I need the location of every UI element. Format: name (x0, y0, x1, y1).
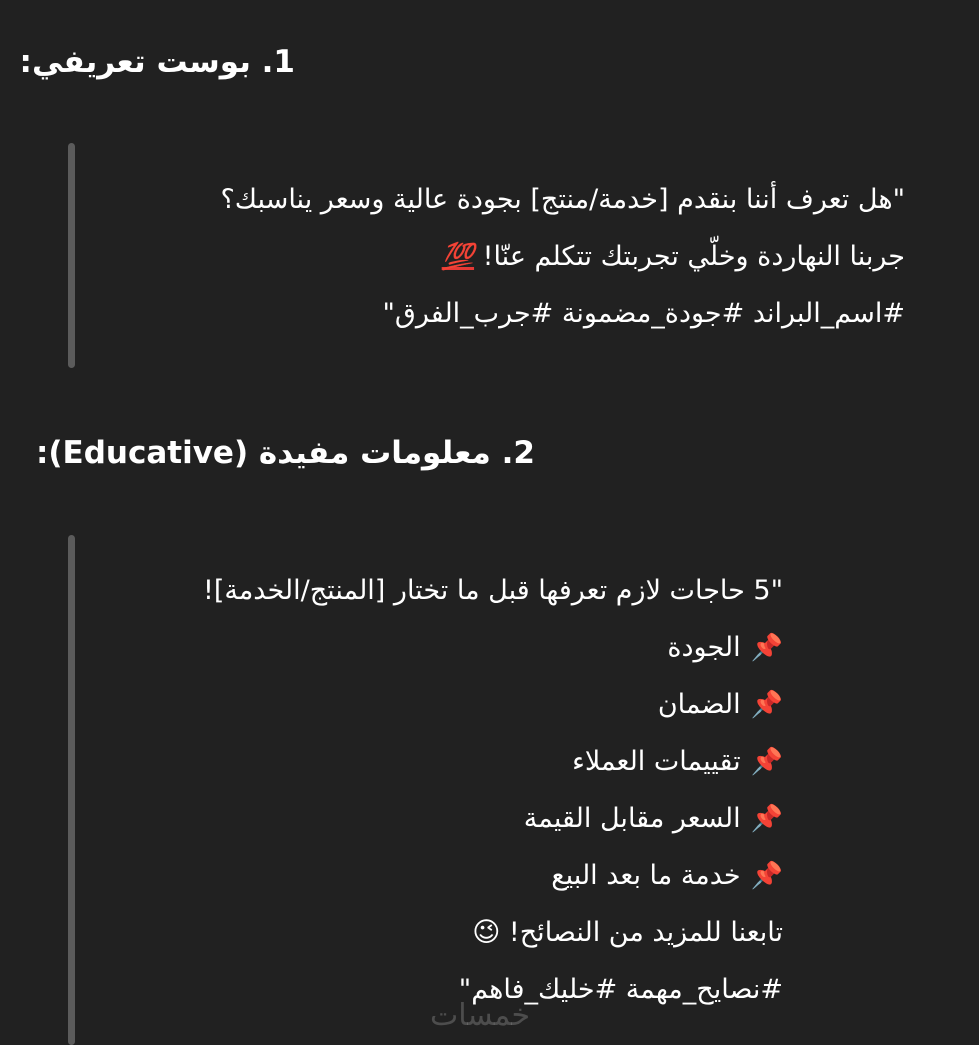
list-item-label: تقييمات العملاء (572, 746, 741, 777)
section-1-heading (0, 42, 979, 82)
quote-line-text: جربنا النهاردة وخلّي تجربتك تتكلم عنّا! 💯 (441, 241, 905, 272)
list-item (203, 847, 783, 904)
pushpin-icon: 📌 (750, 861, 783, 891)
section-2-heading (0, 433, 979, 473)
quote-line (220, 228, 905, 285)
section-2-quote-text (203, 562, 783, 1018)
list-item-label: الضمان (657, 689, 741, 720)
quote-line: #نصايح_مهمة #خليك_فاهم" (458, 974, 783, 1005)
pushpin-icon: 📌 (750, 804, 783, 834)
watermark-logo: خمسات (430, 998, 531, 1033)
pushpin-icon: 📌 (750, 690, 783, 720)
list-item-label: خدمة ما بعد البيع (551, 860, 741, 891)
section-1-heading-text: 1. بوست تعريفي: (19, 44, 295, 80)
pushpin-icon: 📌 (750, 633, 783, 663)
section-1-quote (68, 143, 979, 368)
section-2-quote (68, 535, 979, 1045)
list-item (203, 733, 783, 790)
list-item (203, 619, 783, 676)
list-item (203, 790, 783, 847)
quote-bar (68, 143, 75, 368)
quote-line: "هل تعرف أننا بنقدم [خدمة/منتج] بجودة عالية وسعر يناسبك؟ (220, 184, 905, 215)
quote-line: "5 حاجات لازم تعرفها قبل ما تختار [المنتج/الخدمة]! (203, 575, 783, 606)
list-item-label: الجودة (667, 632, 741, 663)
quote-line: #اسم_البراند #جودة_مضمونة #جرب_الفرق" (382, 298, 905, 329)
hundred-points-icon: 💯 (441, 242, 475, 272)
pushpin-icon: 📌 (750, 747, 783, 777)
section-2-heading-text: 2. معلومات مفيدة (Educative): (35, 435, 535, 471)
quote-bar (68, 535, 75, 1045)
section-1-quote-text (220, 171, 905, 342)
quote-line: تابعنا للمزيد من النصائح! 😉 (472, 917, 783, 948)
list-item (203, 676, 783, 733)
list-item-label: السعر مقابل القيمة (523, 803, 741, 834)
